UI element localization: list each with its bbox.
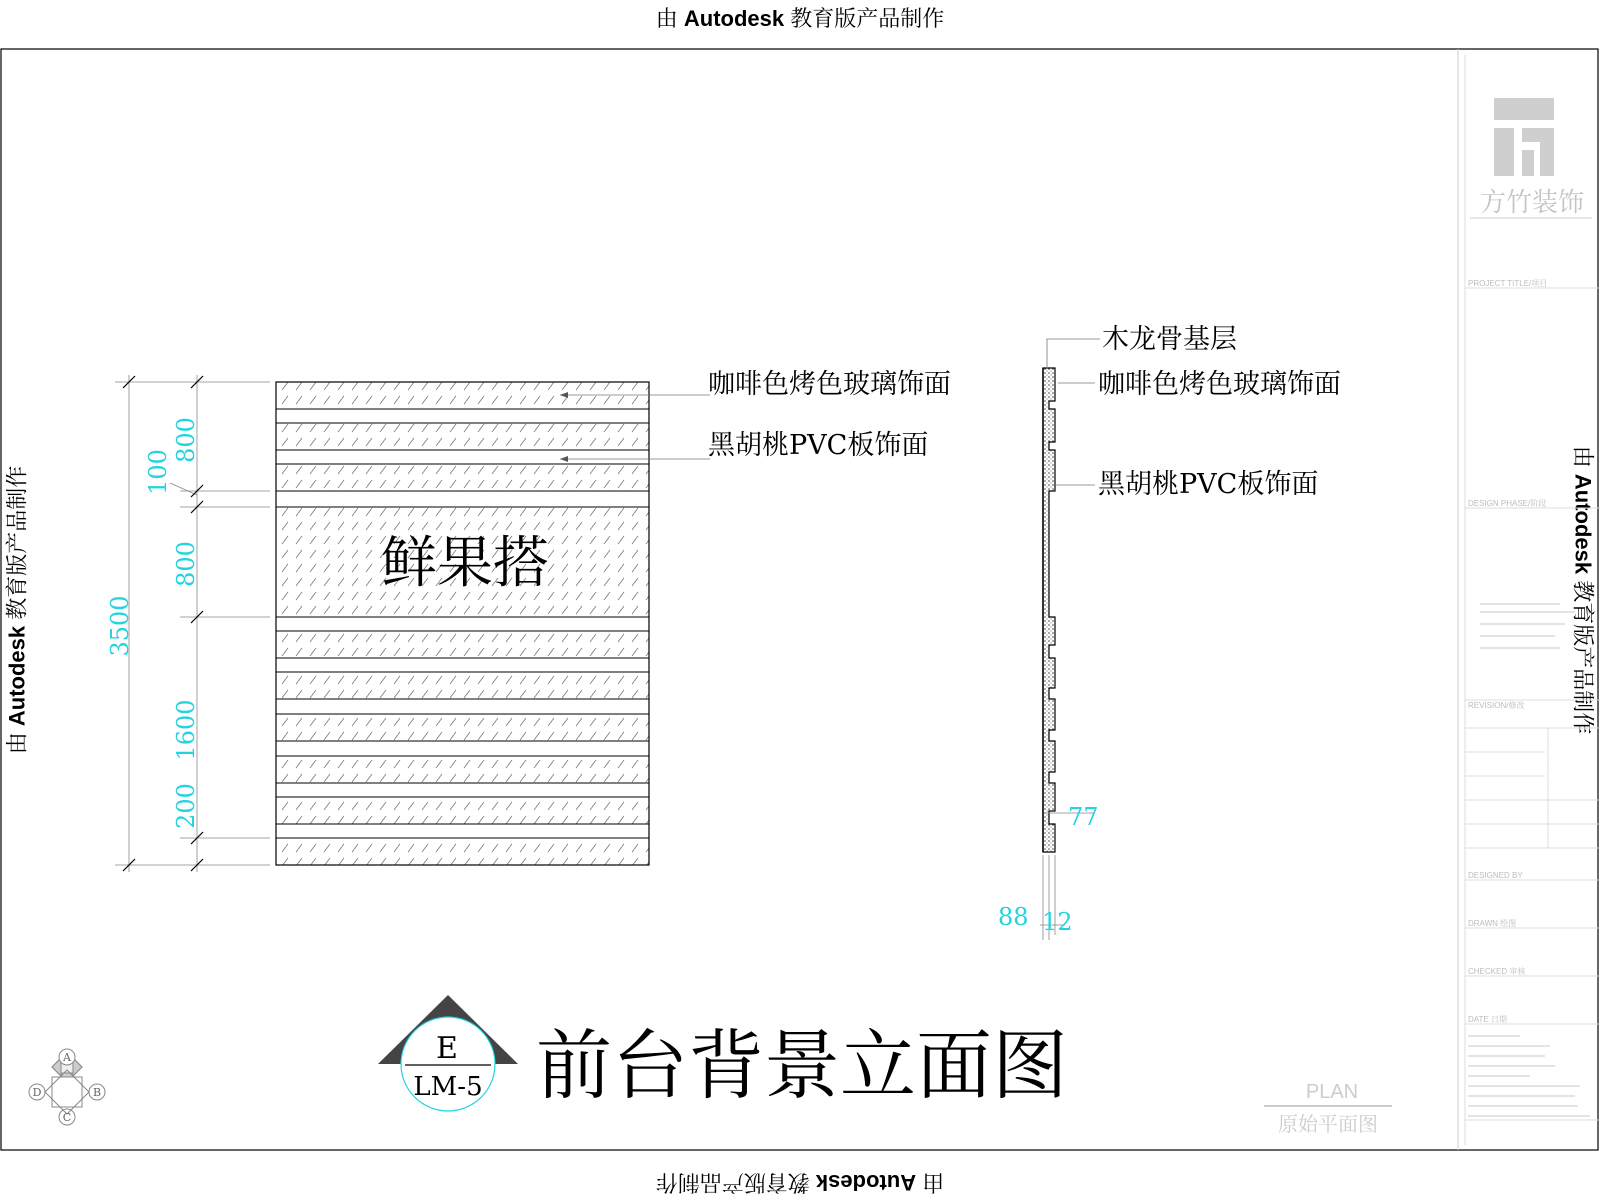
dim-100: 100	[144, 449, 172, 495]
compass-b: B	[92, 1086, 102, 1099]
watermark-right: 由 Autodesk 教育版产品制作	[1570, 445, 1596, 735]
dim-200: 200	[172, 783, 200, 829]
dim-800-top: 800	[172, 417, 200, 463]
plan-subtitle: 原始平面图	[1278, 1112, 1378, 1136]
section-view	[998, 324, 1341, 940]
section-label-pvc: 黑胡桃PVC板饰面	[1098, 469, 1319, 500]
company-name: 方竹装饰	[1479, 188, 1585, 218]
glass-hatch-bands	[276, 382, 649, 865]
elevation-panel-outline	[276, 382, 649, 865]
compass-a: A	[63, 1051, 71, 1064]
sign-text: 鲜果搭	[381, 531, 549, 596]
drawn-label: DRAWN 绘图	[1468, 919, 1517, 928]
dim-3500: 3500	[106, 595, 134, 657]
dim-1600: 1600	[172, 699, 200, 761]
company-logo-icon	[1494, 98, 1554, 176]
plan-label: PLAN	[1305, 1081, 1359, 1103]
dim-800-mid: 800	[172, 541, 200, 587]
elevation-label-glass: 咖啡色烤色玻璃饰面	[708, 369, 951, 400]
project-title-label: PROJECT TITLE/项目	[1468, 279, 1548, 288]
watermark-left: 由 Autodesk 教育版产品制作	[4, 465, 30, 755]
section-profile	[1043, 368, 1055, 852]
compass-c: C	[62, 1111, 72, 1124]
checked-label: CHECKED 审核	[1468, 967, 1526, 976]
compass-d: D	[32, 1086, 42, 1099]
watermark-bottom: 由 Autodesk 教育版产品制作	[655, 1170, 945, 1195]
section-symbol-sheet: LM-5	[413, 1072, 483, 1102]
dim-88: 88	[998, 903, 1029, 931]
date-label: DATE 日期	[1468, 1015, 1507, 1024]
elevation-label-pvc: 黑胡桃PVC板饰面	[708, 430, 929, 461]
elevation-view	[106, 369, 951, 872]
watermark-top: 由 Autodesk 教育版产品制作	[655, 6, 945, 31]
title-block-notes	[1468, 604, 1590, 1116]
drawing-title: 前台背景立面图	[536, 1021, 1068, 1110]
revision-label: REVISION/修改	[1468, 701, 1525, 710]
section-symbol-letter: E	[436, 1031, 458, 1066]
design-phase-label: DESIGN PHASE/阶段	[1468, 499, 1547, 508]
dim-12: 12	[1042, 908, 1073, 936]
sheet-border	[1, 49, 1598, 1150]
designed-by-label: DESIGNED BY	[1468, 871, 1523, 880]
section-label-glass: 咖啡色烤色玻璃饰面	[1098, 369, 1341, 400]
dim-77: 77	[1068, 803, 1099, 831]
drawing-title-symbol	[378, 995, 518, 1111]
section-label-keel: 木龙骨基层	[1102, 324, 1237, 355]
